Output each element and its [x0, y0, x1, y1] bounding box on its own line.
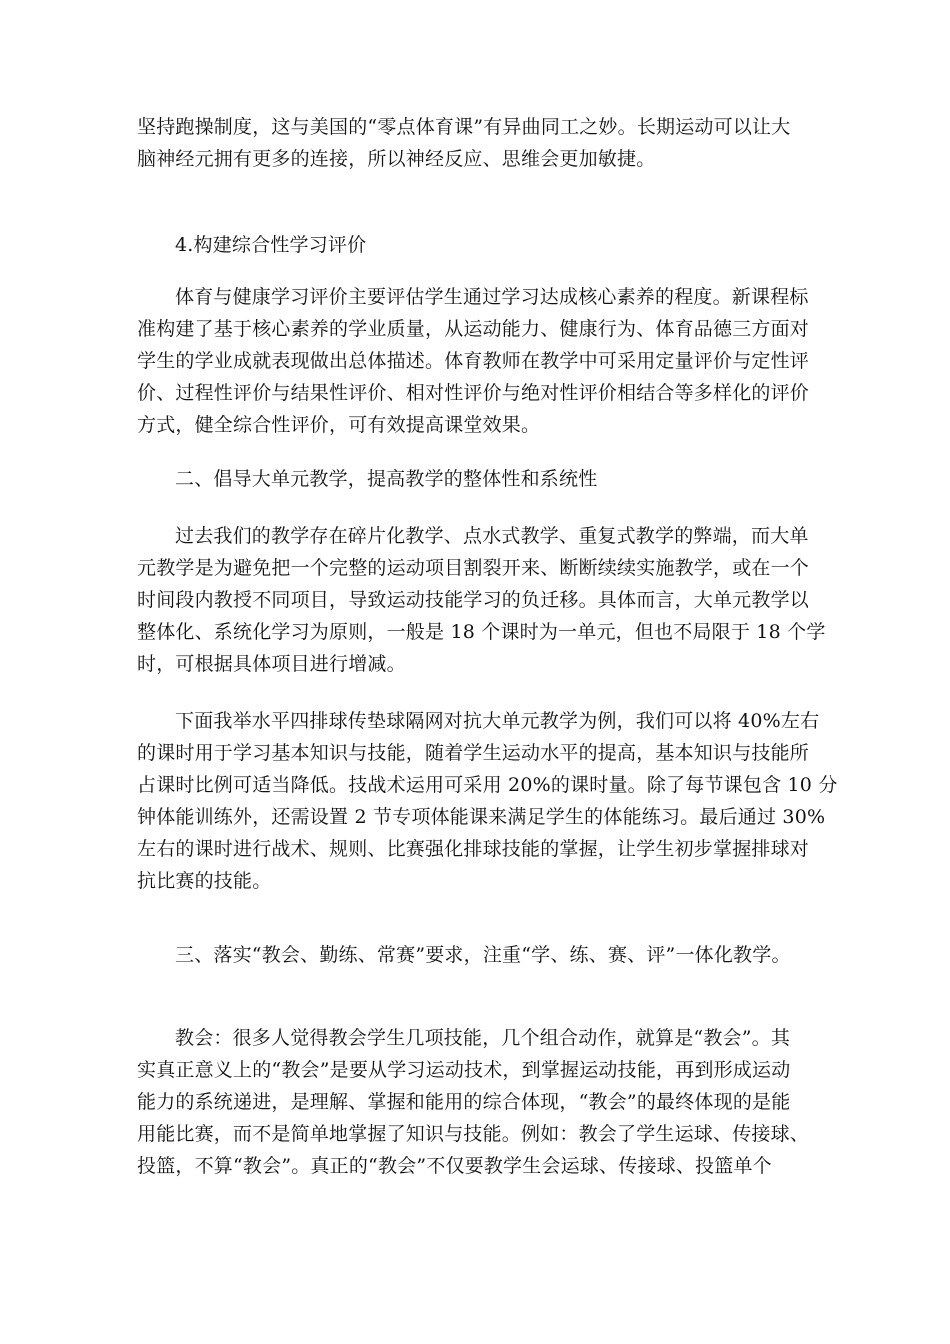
text-line: 的课时用于学习基本知识与技能，随着学生运动水平的提高，基本知识与技能所: [137, 742, 810, 764]
text-line: 左右的课时进行战术、规则、比赛强化排球技能的掌握，让学生初步掌握排球对: [137, 838, 810, 860]
text-line: 用能比赛，而不是简单地掌握了知识与技能。例如：教会了学生运球、传接球、: [137, 1123, 810, 1145]
text-line: 占课时比例可适当降低。技战术运用可采用 20%的课时量。除了每节课包含 10 分: [137, 774, 838, 796]
paragraph-jogging: [137, 111, 827, 175]
text-line: 过去我们的教学存在碎片化教学、点水式教学、重复式教学的弊端，而大单: [175, 525, 809, 547]
section-heading: 4.构建综合性学习评价: [175, 234, 367, 256]
text-line: 方式，健全综合性评价，可有效提高课堂效果。: [137, 414, 541, 436]
section-heading: 三、落实“教会、勤练、常赛”要求，注重“学、练、赛、评”一体化教学。: [175, 944, 791, 966]
text-line: 投篮，不算“教会”。真正的“教会”不仅要教学生会运球、传接球、投篮单个: [137, 1155, 772, 1177]
text-line: 抗比赛的技能。: [137, 870, 272, 892]
text-line: 下面我举水平四排球传垫球隔网对抗大单元教学为例，我们可以将 40%左右: [175, 710, 820, 732]
text-line: 时，可根据具体项目进行增减。: [137, 653, 406, 675]
section-heading: 二、倡导大单元教学，提高教学的整体性和系统性: [175, 468, 598, 490]
text-line: 元教学是为避免把一个完整的运动项目割裂开来、断断续续实施教学，或在一个: [137, 557, 810, 579]
text-line: 整体化、系统化学习为原则，一般是 18 个课时为一单元，但也不局限于 18 个学: [137, 621, 826, 643]
text-line: 实真正意义上的“教会”是要从学习运动技术，到掌握运动技能，再到形成运动: [137, 1059, 791, 1081]
text-line: 钟体能训练外，还需设置 2 节专项体能课来满足学生的体能练习。最后通过 30%: [137, 806, 826, 828]
text-line: 坚持跑操制度，这与美国的“零点体育课”有异曲同工之妙。长期运动可以让大: [137, 116, 791, 138]
text-line: 准构建了基于核心素养的学业质量，从运动能力、健康行为、体育品德三方面对: [137, 318, 810, 340]
text-line: 教会：很多人觉得教会学生几项技能，几个组合动作，就算是“教会”。其: [175, 1027, 791, 1049]
paragraph-evaluation: [137, 281, 827, 441]
paragraph-volleyball-example: [137, 705, 838, 897]
text-line: 价、过程性评价与结果性评价、相对性评价与绝对性评价相结合等多样化的评价: [137, 382, 810, 404]
text-line: 脑神经元拥有更多的连接，所以神经反应、思维会更加敏捷。: [137, 148, 656, 170]
heading-comprehensive-evaluation: [137, 229, 827, 261]
text-line: 体育与健康学习评价主要评估学生通过学习达成核心素养的程度。新课程标: [175, 286, 809, 308]
text-line: 能力的系统递进，是理解、掌握和能用的综合体现，“教会”的最终体现的是能: [137, 1091, 791, 1113]
paragraph-teach-definition: [137, 1022, 827, 1182]
heading-big-unit-teaching: [137, 463, 827, 495]
text-line: 时间段内教授不同项目，导致运动技能学习的负迁移。具体而言，大单元教学以: [137, 589, 810, 611]
paragraph-big-unit: [137, 520, 827, 680]
heading-teach-practice-compete: [137, 939, 827, 971]
text-line: 学生的学业成就表现做出总体描述。体育教师在教学中可采用定量评价与定性评: [137, 350, 810, 372]
